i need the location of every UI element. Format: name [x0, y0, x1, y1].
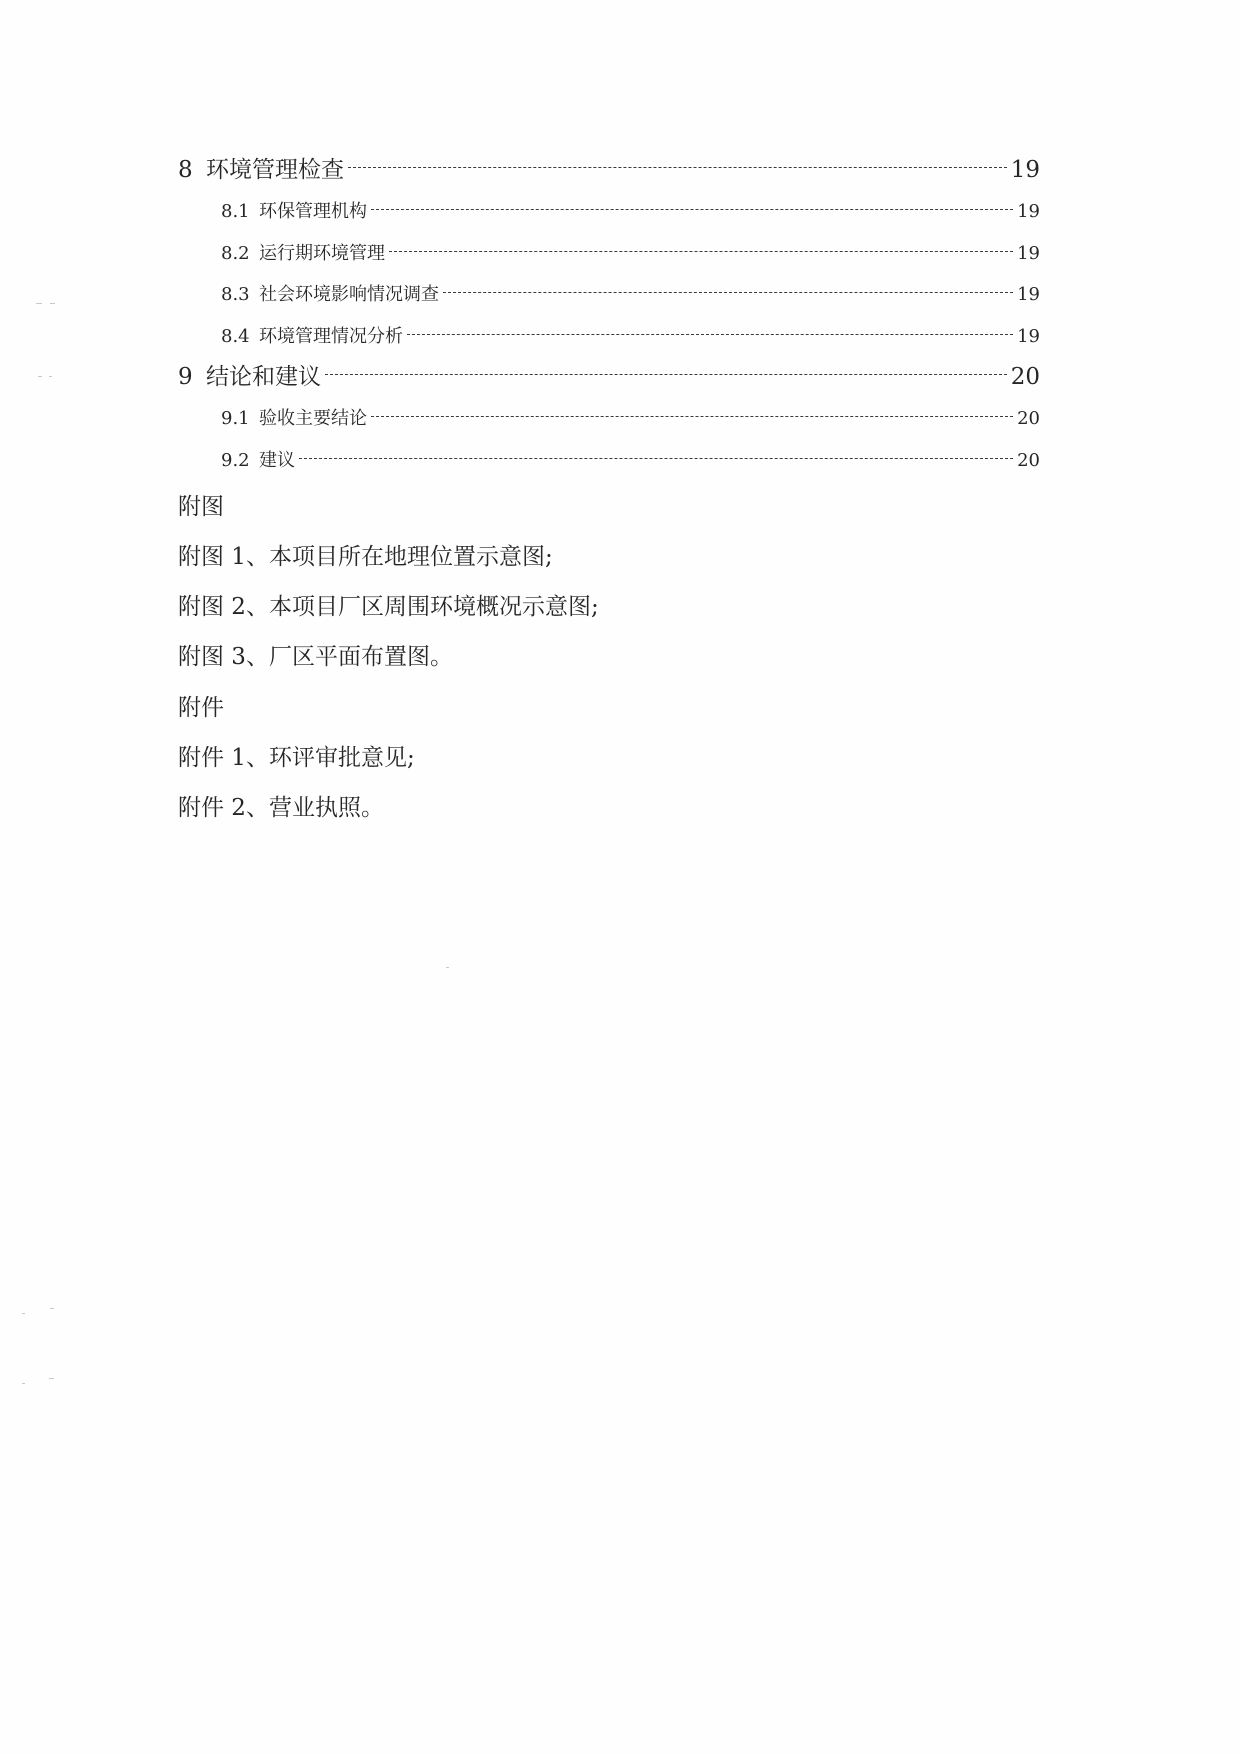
- scan-speck: [22, 1383, 25, 1384]
- toc-entry-page: 19: [1017, 284, 1040, 305]
- toc-entry-8-3[interactable]: [178, 274, 1040, 316]
- figures-heading: 附图: [178, 494, 224, 520]
- toc-entry-8[interactable]: [178, 150, 1040, 191]
- toc-dot-leader: [348, 152, 1007, 177]
- toc-entry-title: 运行期环境管理: [259, 242, 385, 264]
- toc-entry-title: 建议: [259, 449, 295, 471]
- toc-entry-page: 19: [1017, 201, 1040, 222]
- toc-dot-leader: [371, 404, 1013, 424]
- figure-item-1: 附图 1、本项目所在地理位置示意图;: [178, 544, 553, 570]
- toc-entry-title: 环保管理机构: [259, 201, 367, 222]
- scan-speck: [38, 376, 42, 377]
- toc-entry-number: 8: [178, 157, 193, 183]
- toc-entry-number: 9.1: [221, 408, 250, 429]
- toc-entry-title: 验收主要结论: [259, 408, 367, 429]
- attachment-item-2: 附件 2、营业执照。: [178, 795, 384, 821]
- toc-entry-8-4[interactable]: [178, 316, 1040, 358]
- toc-entry-8-2[interactable]: [178, 233, 1040, 275]
- toc-entry-title: 社会环境影响情况调查: [259, 284, 439, 305]
- table-of-contents: [178, 150, 1040, 481]
- toc-dot-leader: [407, 322, 1013, 342]
- toc-entry-title: 结论和建议: [206, 364, 321, 390]
- toc-entry-number: 8.2: [221, 242, 250, 264]
- attachment-item-1: 附件 1、环评审批意见;: [178, 745, 415, 771]
- toc-entry-page: 19: [1017, 325, 1040, 347]
- toc-entry-9-2[interactable]: [178, 440, 1040, 482]
- toc-entry-title: 环境管理情况分析: [259, 325, 403, 347]
- scan-speck: [446, 967, 449, 968]
- toc-entry-8-1[interactable]: [178, 191, 1040, 233]
- toc-entry-number: 9.2: [221, 449, 250, 471]
- scan-speck: [22, 1313, 25, 1314]
- toc-entry-number: 8.3: [221, 284, 250, 305]
- toc-dot-leader: [371, 197, 1013, 217]
- toc-dot-leader: [443, 280, 1013, 300]
- toc-entry-page: 20: [1017, 449, 1040, 471]
- scan-speck: [49, 376, 52, 377]
- scan-speck: [36, 303, 42, 304]
- toc-entry-title: 环境管理检查: [206, 157, 344, 183]
- figure-item-3: 附图 3、厂区平面布置图。: [178, 644, 453, 670]
- toc-entry-9-1[interactable]: [178, 398, 1040, 440]
- toc-entry-number: 8.1: [221, 201, 250, 222]
- attachments-heading: 附件: [178, 695, 224, 721]
- toc-entry-page: 20: [1017, 408, 1040, 429]
- toc-entry-9[interactable]: [178, 357, 1040, 398]
- toc-entry-page: 19: [1010, 157, 1040, 183]
- scan-speck: [49, 1378, 54, 1379]
- toc-dot-leader: [299, 446, 1013, 466]
- scan-speck: [50, 1308, 54, 1309]
- toc-dot-leader: [389, 239, 1013, 259]
- toc-entry-number: 9: [178, 364, 193, 390]
- toc-entry-number: 8.4: [221, 325, 250, 347]
- scan-speck: [50, 303, 55, 304]
- toc-dot-leader: [325, 359, 1007, 384]
- toc-entry-page: 19: [1017, 242, 1040, 264]
- toc-entry-page: 20: [1010, 364, 1040, 390]
- figure-item-2: 附图 2、本项目厂区周围环境概况示意图;: [178, 594, 599, 620]
